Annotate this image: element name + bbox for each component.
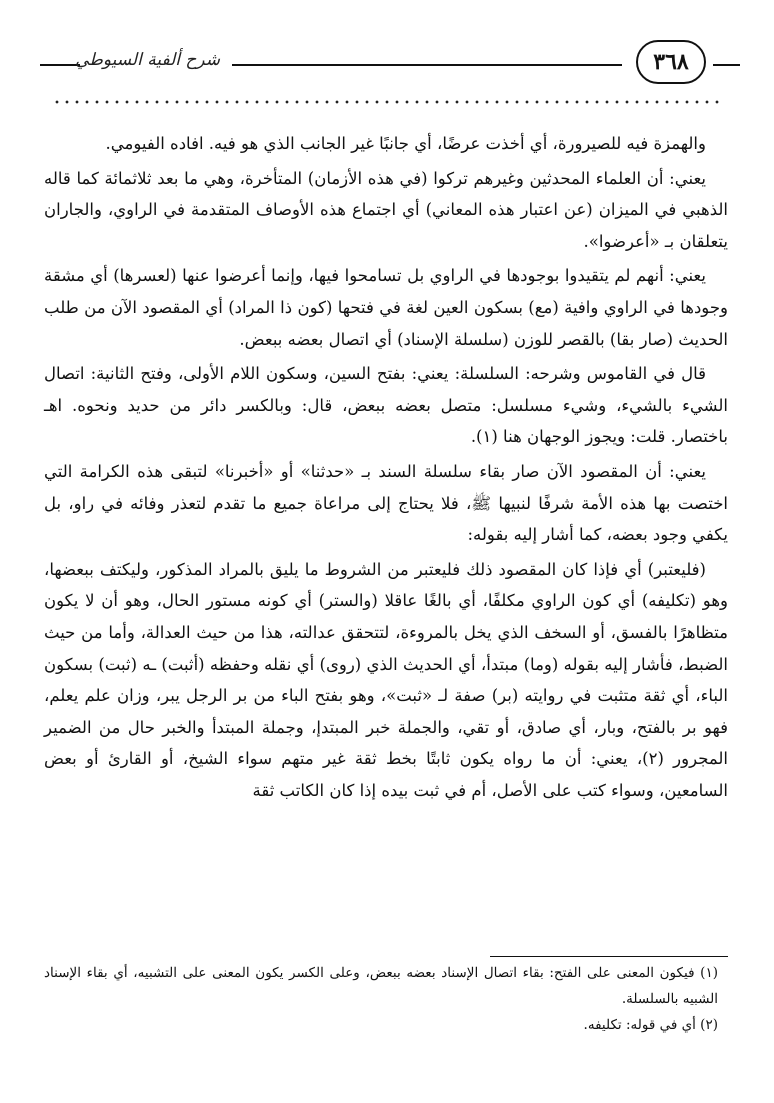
page-number: ٣٦٨ (636, 40, 706, 84)
header-rule-left (40, 64, 80, 66)
dotted-separator (52, 96, 722, 108)
running-title: شرح ألفية السيوطي (75, 50, 220, 70)
header-rule-middle (232, 64, 622, 66)
footnote-separator (490, 956, 728, 957)
paragraph: (فليعتبر) أي فإذا كان المقصود ذلك فليعتبر من الشروط ما يليق بالمراد المذكور، وليكتف ببعضها، وهو (تكليفه) أي كون الراوي مكلفًا، أي بالغًا عاقلا (والستر) أي كونه مستور الحال، وهو أن لا يكون متظاهرًا بالفسق، أو السخف الذي يخل بالمروءة، لتتحقق عدالته، هذا من حيث العدالة، وأما من حيث الضبط، فأشار إليه بقوله (وما) مبتدأ، أي الحديث الذي (روى) أي نقله وحفظه (أثبت) ـه (ثبت) بسكون الباء، أي ثقة متثبت في روايته (بر) صفة لـ «ثبت»، وهو بفتح الباء من بر الرجل يبر، وزان علم يعلم، فهو بر بالفتح، وبار، أي صادق، أو تقي، والجملة خبر المبتدإ، وجملة المبتدأ والخبر حال من الضمير المجرور (٢)، يعني: أن ما رواه يكون ثابتًا بخط ثقة غير متهم سواء الشيخ، أو القارئ أو بعض السامعين، وسواء كتب على الأصل، أم في ثبت بيده إذا كان الكاتب ثقة (44, 559, 729, 800)
paragraph: والهمزة فيه للصيرورة، أي أخذت عرضًا، أي جانبًا غير الجانب الذي هو فيه. افاده الفيومي. (105, 134, 706, 153)
header-rule-right (713, 64, 740, 66)
page-header (40, 38, 740, 88)
paragraph: يعني: أنهم لم يتقيدوا بوجودها في الراوي بل تسامحوا فيها، وإنما أعرضوا عنها (لعسرها) أي مشقة وجودها في الراوي وافية (مع) بسكون العين لغة في فتحها (كون ذا المراد) أي المقصود الآن من طلب الحديث (صار بقا) بالقصر للوزن (سلسلة الإسناد) أي اتصال بعضه ببعض. (44, 266, 728, 349)
paragraph: يعني: أن المقصود الآن صار بقاء سلسلة السند بـ «حدثنا» أو «أخبرنا» لتبقى هذه الكرامة التي اختصت بها هذه الأمة شرفًا لنبيها ﷺ، فلا يحتاج إلى مراعاة جميع ما تقدم لتعذر وفائه في راو، بل يكفي وجود بعضه، كما أشار إليه بقوله: (44, 461, 728, 545)
footnote: (١) فيكون المعنى على الفتح: بقاء اتصال الإسناد بعضه ببعض، وعلى الكسر يكون المعنى على التشبيه، أي بقاء الإسناد الشبيه بالسلسلة. (44, 965, 718, 1007)
footnote: (٢) أي في قوله: تكليفه. (583, 1017, 718, 1033)
footnotes (44, 960, 728, 1038)
paragraph: يعني: أن العلماء المحدثين وغيرهم تركوا (في هذه الأزمان) المتأخرة، وهي ما بعد ثلاثمائة كما قاله الذهبي في الميزان (عن اعتبار هذه المعاني) أي اجتماع هذه الأوصاف المتقدمة في الراوي، والجاران يتعلقان بـ «أعرضوا». (44, 168, 728, 251)
body-text (44, 128, 728, 806)
paragraph: قال في القاموس وشرحه: السلسلة: يعني: بفتح السين، وسكون اللام الأولى، وفتح الثانية: اتصال الشيء بالشيء، وشيء مسلسل: متصل بعضه ببعض، قال: وبالكسر دائر من حديد ونحوه. اهـ باختصار. قلت: ويجوز الوجهان هنا (١). (44, 364, 728, 447)
